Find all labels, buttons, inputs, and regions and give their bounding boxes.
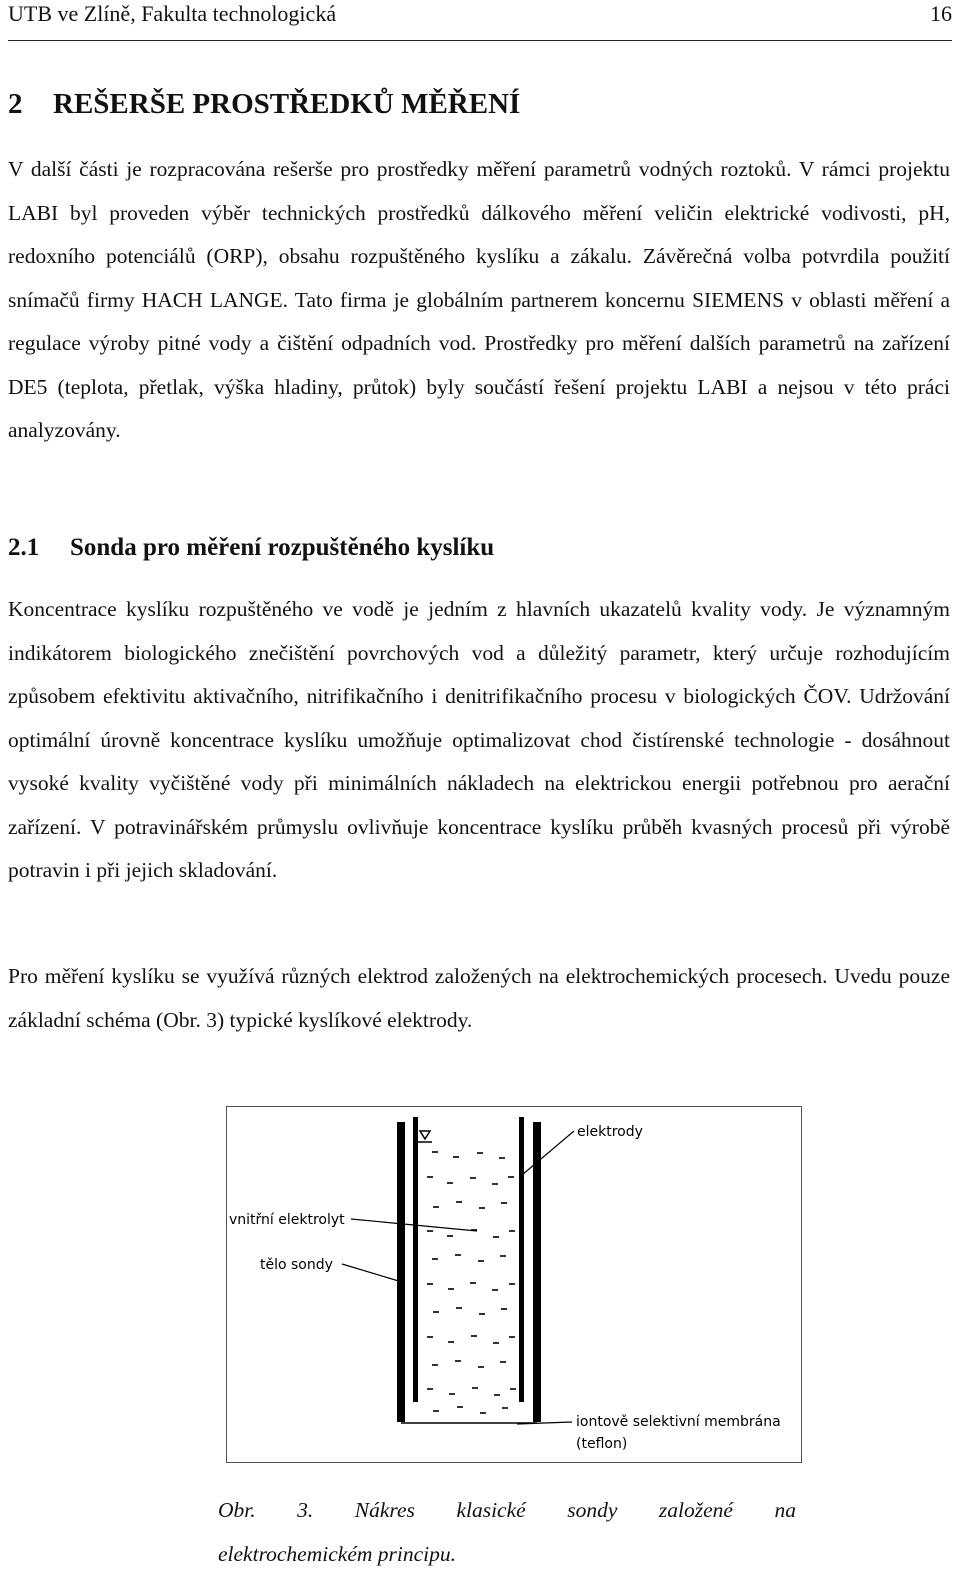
caption-number: 3. <box>297 1498 314 1522</box>
chapter-title: REŠERŠE PROSTŘEDKŮ MĚŘENÍ <box>53 88 521 120</box>
probe-figure <box>226 1106 802 1463</box>
figure-caption <box>218 1488 796 1576</box>
header-institution: UTB ve Zlíně, Fakulta technologická <box>8 1 337 26</box>
electrolyte-pattern <box>427 1152 516 1413</box>
caption-word: Nákres <box>354 1498 415 1522</box>
section-heading <box>8 531 494 565</box>
caption-word: založené <box>658 1498 733 1522</box>
label-internal-electrolyte: vnitřní elektrolyt <box>229 1212 345 1228</box>
paragraph-electrodes: Pro měření kyslíku se využívá různých elektrod založených na elektrochemických procesech. Uvedu pouze základní schéma (Obr. 3) typické kyslíkové elektrody. <box>8 964 950 1032</box>
label-membrane-line1: iontově selektivní membrána <box>576 1414 781 1430</box>
page-header <box>8 0 952 41</box>
paragraph-oxygen: Koncentrace kyslíku rozpuštěného ve vodě je jedním z hlavních ukazatelů kvality vody. Je významným indikátorem biologického znečištění povrchových vod a důležitý parametr, který určuje rozhodujícím způsobem efektivitu aktivačního, nitrifikačního i denitrifikačního procesu v biologických ČOV. Udržování optimální úrovně koncentrace kyslíku umožňuje optimalizovat chod čistírenské technologie - dosáhnout vysoké kvality vyčištěné vody při minimálních nákladech na elektrickou energii potřebnou pro aerační zařízení. V potravinářském průmyslu ovlivňuje koncentrace kyslíku průběh kvasných procesů při výrobě potravin i při jejich skladování. <box>8 597 950 882</box>
probe-wall-left <box>397 1122 405 1422</box>
leader-body <box>342 1264 402 1282</box>
caption-word: sondy <box>567 1498 618 1522</box>
section-title: Sonda pro měření rozpuštěného kyslíku <box>70 534 495 561</box>
probe-wall-right <box>533 1122 541 1422</box>
header-page-number: 16 <box>930 1 952 26</box>
chapter-heading <box>8 86 520 122</box>
caption-word: klasické <box>456 1498 526 1522</box>
electrolyte-level-marker <box>420 1131 430 1139</box>
electrode-left <box>413 1117 418 1402</box>
label-probe-body: tělo sondy <box>260 1257 333 1273</box>
leader-electrodes <box>522 1131 574 1175</box>
caption-line-2: elektrochemickém principu. <box>218 1542 456 1566</box>
electrode-right <box>519 1117 524 1402</box>
section-number: 2.1 <box>8 534 40 561</box>
chapter-number: 2 <box>8 88 23 120</box>
label-electrodes: elektrody <box>577 1124 643 1140</box>
caption-word: na <box>774 1498 796 1522</box>
caption-line-1 <box>218 1488 796 1532</box>
label-membrane-line2: (teflon) <box>576 1436 628 1452</box>
probe-diagram <box>227 1107 801 1462</box>
caption-prefix: Obr. <box>218 1498 256 1522</box>
paragraph-intro: V další části je rozpracována rešerše pro prostředky měření parametrů vodných roztoků. V rámci projektu LABI byl proveden výběr technických prostředků dálkového měření veličin elektrické vodivosti, pH, redoxního potenciálů (ORP), obsahu rozpuštěného kyslíku a zákalu. Závěrečná volba potvrdila použití snímačů firmy HACH LANGE. Tato firma je globálním partnerem koncernu SIEMENS v oblasti měření a regulace výroby pitné vody a čištění odpadních vod. Prostředky pro měření dalších parametrů na zařízení DE5 (teplota, přetlak, výška hladiny, průtok) byly součástí řešení projektu LABI a nejsou v této práci analyzovány. <box>8 157 950 442</box>
